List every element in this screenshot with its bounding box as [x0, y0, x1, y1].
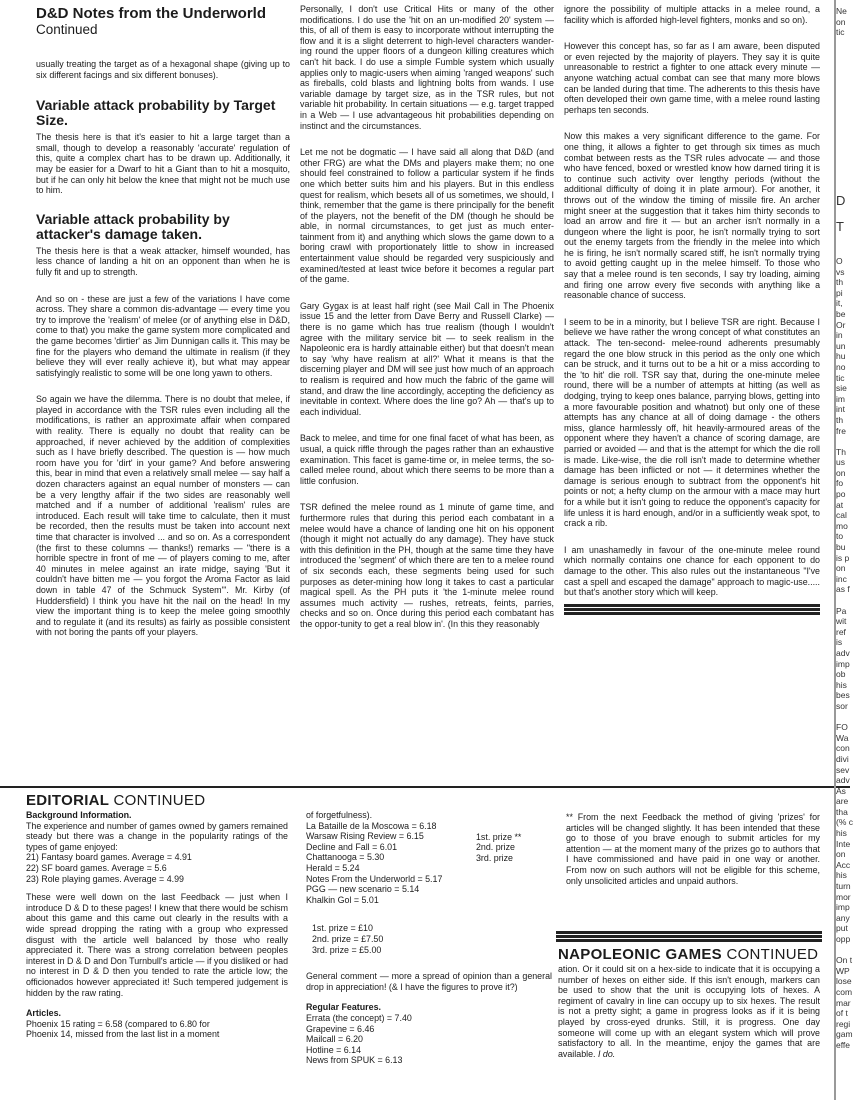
edge-fragment: Inte: [836, 838, 851, 849]
list-item: Mailcall = 6.20: [306, 1034, 363, 1045]
edge-fragment: imp: [836, 658, 850, 669]
edge-fragment: as f: [836, 584, 850, 595]
editorial-column-middle: [306, 810, 552, 1066]
paragraph-target-size: The thesis here is that it's easier to hit a large target than a small, though to develop a reasonably 'accurate' regulation of this, quite a complex chart has to be drawn up. Additionally, it may be easier for a Dwarf to hit a Giant than to hit a mosquito, but if he can only hit below the knee that might not be much use to him.: [36, 132, 290, 196]
heading-damage-taken: Variable attack probability by attacker's damage taken.: [36, 210, 230, 242]
edge-fragment: mar: [836, 997, 851, 1008]
edge-fragment: ref: [836, 626, 846, 637]
edge-fragment: Or: [836, 319, 846, 330]
edge-fragment: to: [836, 531, 844, 542]
edge-fragment: is p: [836, 552, 850, 563]
paragraph-dd-schism: These were well down on the last Feedback — just when I introduce D & D to these pages! I knew that there would be schism about this game and this came out clearly in the results with a wide spread dropping the rating with a group who expressed disgust with the article well balanced by those who really appreciated it. There was a strong correlation between peoples interest in D & D and Don Turnbull's article — if you disliked or had no interest in D & D then you tended to rate the article low; the officionados however appreciated it! Such tempered judgement is hidden by the raw rating.: [26, 892, 288, 998]
edge-fragment: adv: [836, 775, 850, 786]
paragraph-and-so-on: And so on - these are just a few of the variations I have come across. They share a common dis-advantage — every time you try to improve the 'realism' of melee (or of anything else in D&D, come to that) you make the game system more complicated and the game becomes 'dirtier' as Jim Dunnigan calls it. This may be fine for the players who demand the ultimate in realism (if they believe they will ever really achieve it), but what may appear satisfyingly realistic to some will be one long yawn to others.: [36, 293, 290, 378]
edge-fragment: po: [836, 489, 846, 500]
edge-fragment: fo: [836, 478, 844, 489]
list-item: La Bataille de la Moscowa = 6.18: [306, 820, 437, 831]
paragraph-dilemma: So again we have the dilemma. There is no doubt that melee, if played in accordance with the TSR rules even including all the modifications, is rather an approximate affair when compared with reality. There is equally no doubt that reality can be approached, if never achieved by the addition of complexities such as I have briefly described. The question is — how much room have you for 'dirt' in your game? And before answering this, bear in mind that even a relatively small melee — say half a dozen characters against an equal number of monsters — can be a very lengthy affair if the two sides are reasonably well matched and if a number of additional 'realism' rules are introduced. Each result will take time to calculate, then it must be recorded, then the results must be taken into account next time that character is involved ... and so on. As a correspondent (the first to these columns — thanks!) remarks — "there is a horrible spectre in front of me — of players coming to me, after 40 minutes in melee against an irate midge, saying 'But it couldn't have bitten me — you forgot the Aroma Factor as laid down in table 47 of the Schmuck System'". Mr. Kirby (of Huddersfield) I think you have hit the nail on the head! In my view the important thing is to keep the melee going smoothly and to regulate it (and its results) as fairly as possible consistent with not boring the pants off your players.: [36, 394, 290, 638]
paragraph-intro: usually treating the target as of a hexagonal shape (giving up to six different facings and six different bonuses).: [36, 59, 290, 80]
edge-fragment: put: [836, 923, 848, 934]
edge-fragment: opp: [836, 934, 851, 944]
edge-fragment: on: [836, 849, 846, 860]
edge-fragment: tha: [836, 806, 848, 817]
edge-fragment: on: [836, 563, 846, 574]
article-ratings: [306, 821, 476, 906]
edge-fragment: sor: [836, 700, 848, 711]
list-item: Notes From the Underworld = 5.17: [306, 873, 443, 884]
regular-features-heading: Regular Features.: [306, 1002, 381, 1013]
edge-fragment: [836, 712, 850, 723]
edge-fragment: Th: [836, 446, 846, 457]
edge-fragment: be: [836, 308, 846, 319]
list-item: 1st. prize = £10: [312, 923, 373, 934]
paragraph-tsr-defined: TSR defined the melee round as 1 minute of game time, and furthermore rules that during this period each combatant in a melee would have a chance of landing one hit on his opponent (though it might not actually do any damage). They have stuck with this definition in the PH, though at the same time they have introduced the 'segment' of which there are ten to a melee round of six seconds each, these segments being used for such purposes as deter-mining how long it takes to cast a particular magical spell. As the PH puts it 'the 1-minute melee round assumes much activity — rushes, retreats, feints, parries, checks and so on. Once during this period each combatant has the oppor-tunity to get a real blow in'. (In this they reasonably: [300, 502, 554, 629]
edge-fragment-top: Ne on tic: [836, 6, 847, 38]
page-title: D&D Notes from the Underworld: [36, 5, 267, 22]
napoleonic-rules: [556, 930, 822, 943]
list-item: 3rd. prize = £5.00: [312, 944, 382, 955]
edge-fragment: of t: [836, 1008, 848, 1019]
edge-fragment: it,: [836, 298, 843, 309]
paragraph-gygax: Gary Gygax is at least half right (see Mail Call in The Phoenix issue 15 and the letter from Dave Berry and Russell Clarke) — there is no game which has true realism (though I wouldn't agree with the military service bit — to seek realism in the Napoleonic era is hardly attainable either) but that doesn't mean to say 'why have realism at all?' What it means is that the discerning player and DM will see just how much of an approach to realism is required and how much the fabric of the game will stand, and draw the line accordingly, accepting the deficiency as inevitable in context. Where does the line go? Ah — that's up to each individual.: [300, 300, 554, 417]
paragraph-however: However this concept has, so far as I am aware, been disputed or even rejected by the majority of players. They say it is quite unreasonable to restrict a fighter to one attack every minute — anyone watching actual combat can see that many more blows can be landed during that time. The adherents to this thesis have often developed their own game time, with a melee round lasting perhaps ten seconds.: [564, 41, 820, 115]
edge-fragment: O: [836, 256, 843, 266]
list-item: 2nd. prize: [476, 842, 515, 853]
column-middle: [300, 4, 554, 639]
list-item: 2nd. prize = £7.50: [312, 933, 384, 944]
edge-letter-d: D: [836, 193, 846, 208]
edge-fragment: fre: [836, 425, 846, 436]
edge-fragment-lines: [836, 256, 853, 1051]
paragraph-prizes-note: ** From the next Feedback the method of giving 'prizes' for articles will be changed slightly. It has been intended that these go to those of you brave enough to submit articles for my attention — at the moment many of the prizes go to authors that I have commissioned and have paid in one way or another. From now on such authors will not be eligible for this scheme, only unsolicited articles and unpaid authors.: [566, 812, 820, 886]
edge-fragment: (% c: [836, 817, 853, 828]
list-item: News from SPUK = 6.13: [306, 1055, 403, 1066]
edge-fragment: in: [836, 330, 843, 341]
edge-fragment: wit: [836, 616, 847, 627]
edge-fragment: vs: [836, 266, 845, 277]
list-item: Chattanooga = 5.30: [306, 852, 385, 863]
section-divider: [0, 786, 850, 788]
edge-fragment: no: [836, 361, 846, 372]
edge-fragment: regi: [836, 1018, 851, 1029]
list-item: Hotline = 6.14: [306, 1044, 362, 1055]
edge-fragment: hu: [836, 351, 846, 362]
edge-fragment: his: [836, 828, 847, 839]
list-item: Herald = 5.24: [306, 862, 360, 873]
edge-fragment: [836, 595, 850, 606]
edge-fragment: Pa: [836, 605, 847, 616]
list-item: Decline and Fall = 6.01: [306, 841, 398, 852]
edge-fragment: his: [836, 870, 847, 881]
edge-fragment: Acc: [836, 859, 851, 870]
edge-fragment: turn: [836, 881, 851, 892]
edge-fragment: adv: [836, 647, 850, 658]
napoleonic-text: ation. Or it could sit on a hex-side to indicate that it is occupying a number of hexes on either side. If this isn't enough, markers can be used to show that the unit is occupying lots of hexes. A regiment of cavalry in line can occupy up to six hexes. The result is not a pretty sight; a game in progress looks as if it is being played by cross-eyed drunks. Still, it is progress. One day someone will come up with an elegant system which will prove satisfactory to all. In the meantime, enjoy the games that are available. I do.: [558, 964, 820, 1059]
list-item: Khalkin Gol = 5.01: [306, 894, 379, 905]
list-item: Errata (the concept) = 7.40: [306, 1012, 412, 1023]
heading-target-size: Variable attack probability by Target Size.: [36, 97, 276, 129]
paragraph-significant: Now this makes a very significant difference to the game. For one thing, it allows a fighter to get through six times as much combat between rests as the TSR rules advocate — and those who have fenced, boxed or wrestled know how darned tiring it is to continue such activity over lengthy periods (without the additional difficulty of doing it in plate armour). For another, it throws out of the window the timing of missile fire. An archer might sneer at the suggestion that it takes him thirty seconds to load an arrow and fire it — but an archer isn't normally in a dungeon where the light is poor, he isn't normally trying to sort out the enemy targets from the friendly in the melee into which he is firing, he isn't normally scared stiff, he isn't normally trying to avoid getting caught up in the melee himself. To those who say that a melee round is ten seconds, I say try loading, aiming and firing one arrow every five seconds with anything like a reasonable chance of success.: [564, 131, 820, 301]
list-item: PGG — new scenario = 5.14: [306, 884, 420, 895]
editorial-column-left: [26, 810, 288, 1040]
list-item: 1st. prize **: [476, 831, 522, 842]
edge-fragment: [836, 436, 850, 447]
editorial-column-right: [566, 812, 820, 896]
ratings-list: [26, 852, 288, 884]
page-title-continued: Continued: [36, 22, 98, 37]
column-left: [36, 6, 290, 648]
napoleonic-column: [558, 964, 820, 1069]
edge-fragment: Wa: [836, 732, 849, 743]
edge-fragment: con: [836, 743, 850, 754]
edge-fragment: are: [836, 796, 849, 807]
edge-fragment: As: [836, 785, 846, 796]
edge-fragment: WP: [836, 965, 850, 976]
edge-fragment: gam: [836, 1029, 853, 1040]
edge-fragment: sev: [836, 764, 850, 775]
edge-fragment: th: [836, 414, 844, 425]
edge-fragment: on: [836, 467, 846, 478]
edge-fragment: int: [836, 404, 845, 415]
articles-continued: of forgetfulness).: [306, 810, 373, 820]
edge-fragment: com: [836, 986, 853, 997]
prize-marks: [476, 821, 521, 906]
edge-fragment: his: [836, 679, 847, 690]
articles-line: Phoenix 15 rating = 6.58 (compared to 6.80 for: [26, 1018, 210, 1029]
edge-fragment: at: [836, 499, 844, 510]
napoleonic-title: NAPOLEONIC GAMES CONTINUED: [558, 946, 819, 963]
edge-fragment: [836, 945, 850, 956]
edge-fragment: imp: [836, 902, 850, 913]
list-item: Warsaw Rising Review = 6.15: [306, 831, 424, 842]
edge-fragment: us: [836, 457, 845, 468]
paragraph-dogmatic: Let me not be dogmatic — I have said all along that D&D (and other FRG) are what the DMs and players make them; no one should feel constrained to follow a particular system if he finds one which better suits him and his players. But in this endless quest for realism, which besets all of us sometimes, we should, I think, remember that the game is there principally for the benefit of the players, not the benefit of the DM (though he should be able, in normal circumstances, to get just as much enter-tainment from it) and anything which slows the game down to a boring crawl with proportionately little to show in increased entertainment value should be regarded very suspiciously and examined/tested at least twice before it becomes a regular part of the game.: [300, 147, 554, 285]
column-right: [564, 4, 820, 616]
paragraph-unashamedly: I am unashamedly in favour of the one-minute melee round which normally contains one chance for each opponent to do damage to the other. This also rules out the instantaneous "I've cast a spell and escaped the damage" approach to magic-use..... but that's another story which will keep.: [564, 544, 820, 598]
editorial-title: EDITORIAL CONTINUED: [26, 792, 206, 809]
edge-fragment: bu: [836, 542, 846, 553]
paragraph-personally: Personally, I don't use Critical Hits or many of the other modifications. I do use the 'hit on an un-modified 20' system — this, of all of them is easy to incorporate without interrupting the flow and it is a slight deterrent to high-level characters wander-ing round the upper floors of a dungeon killing creatures which can't hit back. I do use a simple Fumble system which usually applies only to magic-users when aiming 'ranged weapons' such as fireballs, cold blasts and lightning bolts from wands. I use variable damage by target size, as in the TSR rules, but not variable hit probability. In certain situations — e.g. target trapped in a Web — I use advantageous hit probabilities depending on instinct and the circumstances.: [300, 4, 554, 131]
list-item: 22) SF board games. Average = 5.6: [26, 862, 167, 873]
edge-letter-t: T: [836, 219, 844, 234]
edge-fragment: is: [836, 637, 843, 648]
paragraph-general-comment: General comment — more a spread of opinion than a general drop in appreciation! (& I have the figures to prove it?): [306, 971, 552, 992]
paragraph-damage-taken: The thesis here is that a weak attacker, himself wounded, has less chance of landing a hit on an opponent than when he is fully fit and up to strength.: [36, 245, 290, 277]
napoleonic-signoff: I do.: [597, 1048, 616, 1059]
edge-fragment: effe: [836, 1039, 851, 1050]
background-heading: Background Information.: [26, 810, 132, 820]
edge-fragment: mo: [836, 520, 848, 531]
prize-values: [312, 923, 552, 955]
edge-fragment: inc: [836, 573, 847, 584]
edge-fragment: ob: [836, 669, 846, 680]
end-rules: [564, 604, 820, 615]
edge-fragment: any: [836, 912, 850, 923]
edge-fragment: im: [836, 393, 845, 404]
list-item: 3rd. prize: [476, 852, 513, 863]
list-item: Grapevine = 6.46: [306, 1023, 375, 1034]
articles-heading: Articles.: [26, 1008, 62, 1019]
edge-fragment: cal: [836, 510, 847, 521]
edge-fragment: pi: [836, 287, 843, 298]
edge-fragment: bes: [836, 690, 850, 701]
edge-fragment: On t: [836, 955, 853, 966]
paragraph-minority: I seem to be in a minority, but I believe TSR are right. Because I believe we have rather the wrong concept of what constitutes an attack. The ten-second- melee-round adherents presumably regard the one blow struck in this period as the only one which can be struck, and it turns out to be a hit or a miss according to the 'to hit' die roll. TSR say that, during the one-minute melee round, there will be a number of attempts at hitting (as well as dodging, trying to keep ones balance, parrying blows, getting into a more favourable position and whatnot) but only one of these attempts has any chance at all of doing damage - the others miss, glance harmlessly off, hit heavily-armoured areas of the opponent where they haven't a chance of scoring damage, are parried or avoided — and that is the attempt for which the die roll is made. Like-wise, the die roll isn't made to determine whether damage has been inflicted or not — it determines whether the damage is serious enough to subtract from the opponent's hit points or not; a hefty clump on the armour with a mace may hurt for a while but it isn't going to reduce the opponent's capacity for life unless it is hard enough, and/or in a sufficiently weak spot, to crack a rib.: [564, 316, 820, 529]
articles-line: Phoenix 14, missed from the last list in a moment: [26, 1029, 220, 1040]
edge-fragment: lose: [836, 976, 852, 987]
paragraph-back-to-melee: Back to melee, and time for one final facet of what has been, as usual, a quick riffle through the pages rather than an exhaustive examination. This facet is game-time or, in melee terms, the so-called melee round, about which there seems to be more than a little confusion.: [300, 433, 554, 486]
background-text: The experience and number of games owned by gamers remained steady but there was a change in the popularity ratings of the types of game enjoyed:: [26, 820, 288, 852]
edge-fragment: FO: [836, 722, 848, 733]
list-item: 23) Role playing games. Average = 4.99: [26, 873, 184, 884]
edge-fragment: th: [836, 277, 844, 288]
edge-fragment: divi: [836, 753, 849, 764]
edge-fragment: sie: [836, 383, 847, 394]
paragraph-ignore: ignore the possibility of multiple attacks in a melee round, a facility which is afforded high-level fighters, monks and so on).: [564, 4, 820, 25]
list-item: 21) Fantasy board games. Average = 4.91: [26, 852, 192, 863]
edge-fragment: mor: [836, 891, 851, 902]
edge-fragment: tic: [836, 372, 845, 383]
edge-fragment: un: [836, 340, 846, 351]
